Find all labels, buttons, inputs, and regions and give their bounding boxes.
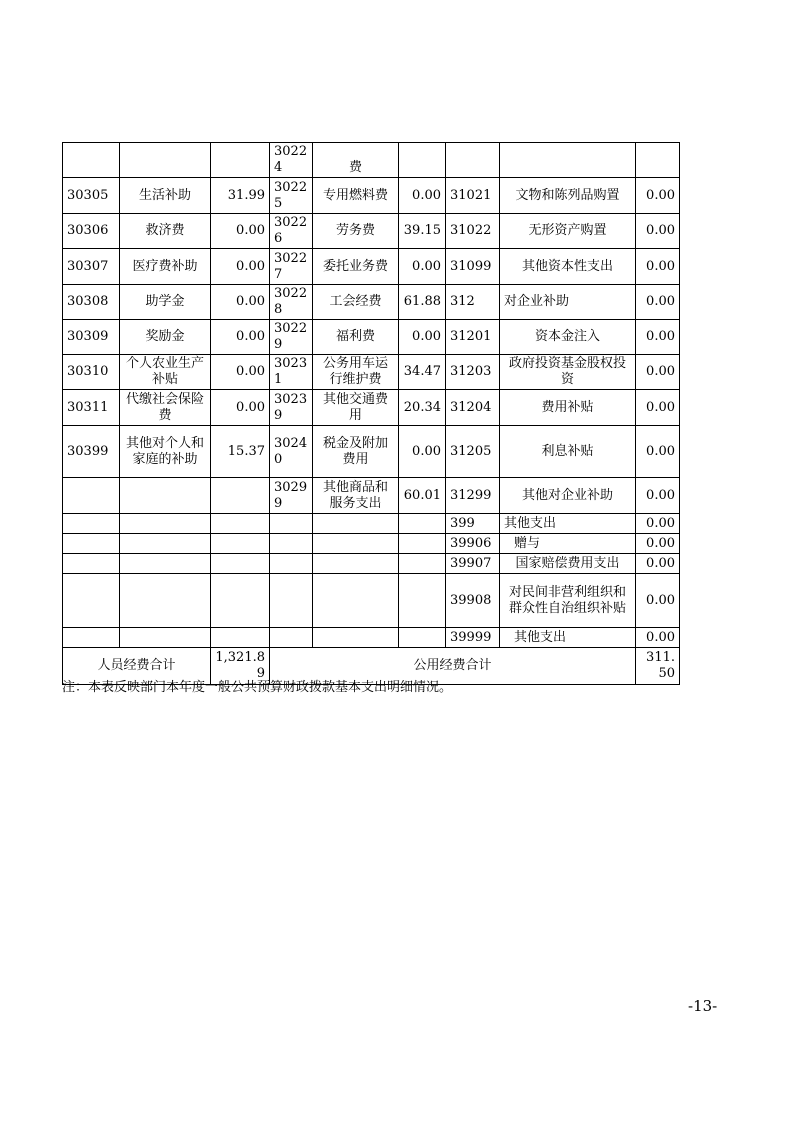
public-code: 30229	[270, 320, 313, 355]
public-item: 专用燃料费	[313, 178, 399, 214]
personnel-amount: 0.00	[211, 390, 270, 426]
capital-code: 399	[446, 514, 500, 534]
capital-code: 31099	[446, 249, 500, 285]
capital-amount: 0.00	[636, 320, 680, 355]
table-row	[63, 478, 680, 514]
personnel-amount	[211, 143, 270, 178]
table-row	[63, 514, 680, 534]
capital-code: 39999	[446, 628, 500, 648]
personnel-total-label: 人员经费合计	[63, 648, 211, 685]
capital-code: 31201	[446, 320, 500, 355]
personnel-amount: 0.00	[211, 320, 270, 355]
personnel-item: 代缴社会保险费	[120, 390, 211, 426]
table-body	[63, 143, 680, 685]
capital-item: 其他支出	[500, 514, 636, 534]
personnel-code: 30310	[63, 355, 120, 390]
capital-item: 利息补贴	[500, 426, 636, 478]
personnel-item: 助学金	[120, 285, 211, 320]
public-item	[313, 628, 399, 648]
public-amount: 61.88	[399, 285, 446, 320]
capital-amount: 0.00	[636, 426, 680, 478]
public-amount	[399, 534, 446, 554]
personnel-item: 个人农业生产补贴	[120, 355, 211, 390]
public-code: 30299	[270, 478, 313, 514]
personnel-code: 30307	[63, 249, 120, 285]
capital-item: 资本金注入	[500, 320, 636, 355]
page-number: -13-	[688, 997, 718, 1015]
personnel-item	[120, 478, 211, 514]
personnel-item	[120, 514, 211, 534]
capital-item: 政府投资基金股权投资	[500, 355, 636, 390]
capital-amount	[636, 143, 680, 178]
table-note: 注：本表反映部门本年度一般公共预算财政拨款基本支出明细情况。	[62, 680, 453, 695]
public-code: 30226	[270, 214, 313, 249]
public-item	[313, 534, 399, 554]
capital-amount: 0.00	[636, 534, 680, 554]
capital-amount: 0.00	[636, 249, 680, 285]
personnel-amount	[211, 628, 270, 648]
public-code	[270, 628, 313, 648]
capital-code: 312	[446, 285, 500, 320]
public-item: 税金及附加费用	[313, 426, 399, 478]
public-amount	[399, 574, 446, 628]
personnel-item	[120, 574, 211, 628]
capital-item: 国家赔偿费用支出	[500, 554, 636, 574]
public-code	[270, 534, 313, 554]
personnel-code	[63, 628, 120, 648]
capital-code: 31299	[446, 478, 500, 514]
capital-amount: 0.00	[636, 390, 680, 426]
capital-code: 39906	[446, 534, 500, 554]
personnel-code: 30305	[63, 178, 120, 214]
table-row	[63, 390, 680, 426]
personnel-item	[120, 554, 211, 574]
table-row	[63, 426, 680, 478]
capital-item: 其他资本性支出	[500, 249, 636, 285]
public-item: 其他商品和服务支出	[313, 478, 399, 514]
public-item: 费	[313, 143, 399, 178]
capital-item: 赠与	[500, 534, 636, 554]
table-row	[63, 554, 680, 574]
public-code: 30231	[270, 355, 313, 390]
capital-amount: 0.00	[636, 574, 680, 628]
public-code: 30239	[270, 390, 313, 426]
personnel-code: 30306	[63, 214, 120, 249]
public-item	[313, 514, 399, 534]
public-amount: 39.15	[399, 214, 446, 249]
public-item: 其他交通费用	[313, 390, 399, 426]
capital-amount: 0.00	[636, 285, 680, 320]
public-item: 公务用车运行维护费	[313, 355, 399, 390]
capital-amount: 0.00	[636, 178, 680, 214]
budget-detail-table	[62, 142, 680, 685]
public-code: 30224	[270, 143, 313, 178]
capital-code: 39907	[446, 554, 500, 574]
personnel-amount	[211, 478, 270, 514]
capital-code: 39908	[446, 574, 500, 628]
capital-item: 对企业补助	[500, 285, 636, 320]
personnel-total-value: 1,321.89	[211, 648, 270, 685]
public-item: 工会经费	[313, 285, 399, 320]
capital-amount: 0.00	[636, 554, 680, 574]
public-amount	[399, 628, 446, 648]
capital-item: 其他支出	[500, 628, 636, 648]
capital-amount: 0.00	[636, 478, 680, 514]
capital-item: 费用补贴	[500, 390, 636, 426]
personnel-amount: 0.00	[211, 355, 270, 390]
public-amount	[399, 554, 446, 574]
capital-code: 31203	[446, 355, 500, 390]
capital-item: 对民间非营利组织和群众性自治组织补贴	[500, 574, 636, 628]
public-amount: 0.00	[399, 426, 446, 478]
public-item: 委托业务费	[313, 249, 399, 285]
personnel-code: 30309	[63, 320, 120, 355]
public-amount: 0.00	[399, 178, 446, 214]
public-amount: 20.34	[399, 390, 446, 426]
public-code: 30240	[270, 426, 313, 478]
public-amount: 34.47	[399, 355, 446, 390]
capital-amount: 0.00	[636, 514, 680, 534]
table-row	[63, 534, 680, 554]
table-row	[63, 628, 680, 648]
table-row	[63, 249, 680, 285]
personnel-code: 30308	[63, 285, 120, 320]
public-amount	[399, 514, 446, 534]
capital-amount: 0.00	[636, 214, 680, 249]
personnel-code: 30311	[63, 390, 120, 426]
personnel-item	[120, 534, 211, 554]
capital-code: 31021	[446, 178, 500, 214]
public-amount: 0.00	[399, 320, 446, 355]
personnel-amount: 31.99	[211, 178, 270, 214]
personnel-code	[63, 554, 120, 574]
public-code: 30227	[270, 249, 313, 285]
personnel-item	[120, 143, 211, 178]
personnel-amount	[211, 534, 270, 554]
table-row	[63, 214, 680, 249]
table-row	[63, 285, 680, 320]
personnel-item: 生活补助	[120, 178, 211, 214]
capital-code	[446, 143, 500, 178]
capital-item: 其他对企业补助	[500, 478, 636, 514]
public-item: 福利费	[313, 320, 399, 355]
personnel-amount	[211, 514, 270, 534]
personnel-amount: 0.00	[211, 285, 270, 320]
capital-code: 31204	[446, 390, 500, 426]
personnel-item: 奖励金	[120, 320, 211, 355]
public-amount	[399, 143, 446, 178]
table-row	[63, 355, 680, 390]
table-row	[63, 143, 680, 178]
capital-code: 31205	[446, 426, 500, 478]
personnel-code	[63, 574, 120, 628]
capital-amount: 0.00	[636, 628, 680, 648]
capital-item: 文物和陈列品购置	[500, 178, 636, 214]
personnel-item	[120, 628, 211, 648]
personnel-code	[63, 143, 120, 178]
personnel-amount	[211, 574, 270, 628]
public-code	[270, 554, 313, 574]
table-row	[63, 574, 680, 628]
personnel-code	[63, 478, 120, 514]
personnel-code	[63, 514, 120, 534]
personnel-item: 救济费	[120, 214, 211, 249]
public-amount: 0.00	[399, 249, 446, 285]
public-total-label: 公用经费合计	[270, 648, 636, 685]
personnel-amount: 0.00	[211, 249, 270, 285]
table-row	[63, 320, 680, 355]
public-code: 30228	[270, 285, 313, 320]
personnel-code: 30399	[63, 426, 120, 478]
totals-row	[63, 648, 680, 685]
personnel-amount: 0.00	[211, 214, 270, 249]
public-code	[270, 514, 313, 534]
public-item: 劳务费	[313, 214, 399, 249]
personnel-item: 其他对个人和家庭的补助	[120, 426, 211, 478]
capital-item	[500, 143, 636, 178]
public-amount: 60.01	[399, 478, 446, 514]
capital-item: 无形资产购置	[500, 214, 636, 249]
public-item	[313, 554, 399, 574]
personnel-amount: 15.37	[211, 426, 270, 478]
personnel-item: 医疗费补助	[120, 249, 211, 285]
capital-code: 31022	[446, 214, 500, 249]
public-code: 30225	[270, 178, 313, 214]
public-code	[270, 574, 313, 628]
table-row	[63, 178, 680, 214]
public-item	[313, 574, 399, 628]
public-total-value: 311.50	[636, 648, 680, 685]
personnel-code	[63, 534, 120, 554]
capital-amount: 0.00	[636, 355, 680, 390]
personnel-amount	[211, 554, 270, 574]
